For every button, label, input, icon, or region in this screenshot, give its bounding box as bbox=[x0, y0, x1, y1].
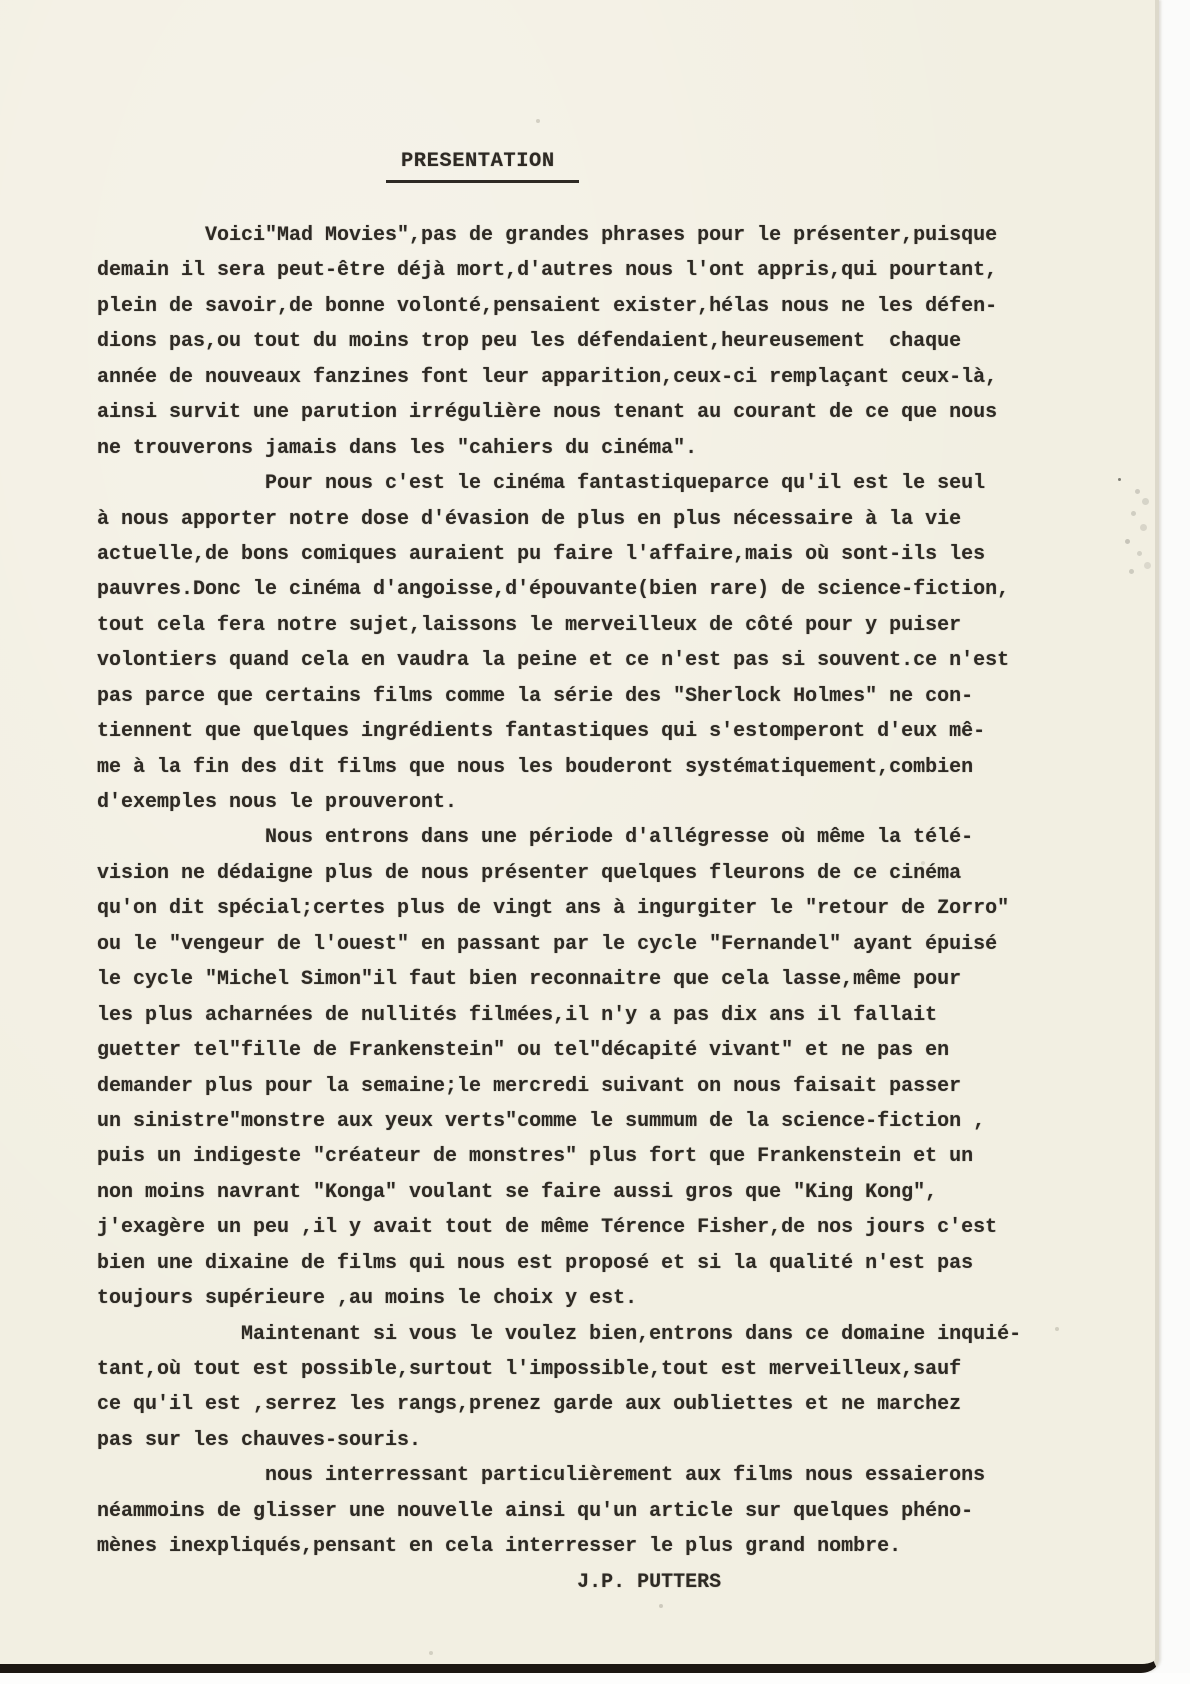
ink-smudge bbox=[1118, 478, 1121, 481]
paragraph-1-line: plein de savoir,de bonne volonté,pensaient exister,hélas nous ne les défen- bbox=[97, 294, 998, 318]
title-block bbox=[386, 150, 579, 183]
paragraph-3-line: guetter tel"fille de Frankenstein" ou tel"décapité vivant" et ne pas en bbox=[97, 1039, 950, 1063]
paragraph-5-line: mènes inexpliqués,pensant en cela interresser le plus grand nombre. bbox=[97, 1535, 902, 1559]
paragraph-3-line: puis un indigeste "créateur de monstres" plus fort que Frankenstein et un bbox=[97, 1145, 974, 1169]
paragraph-3-line: bien une dixaine de films qui nous est proposé et si la qualité n'est pas bbox=[97, 1251, 974, 1275]
page-bottom-edge bbox=[0, 1673, 1190, 1684]
paragraph-3-line: un sinistre"monstre aux yeux verts"comme le summum de la science-fiction , bbox=[97, 1109, 986, 1133]
paragraph-1-line: année de nouveaux fanzines font leur apparition,ceux-ci remplaçant ceux-là, bbox=[97, 365, 998, 389]
paragraph-4-line: tant,où tout est possible,surtout l'impossible,tout est merveilleux,sauf bbox=[97, 1358, 962, 1381]
paragraph-2-line: à nous apporter notre dose d'évasion de plus en plus nécessaire à la vie bbox=[97, 507, 962, 531]
paragraph-3-line: non moins navrant "Konga" voulant se faire aussi gros que "King Kong", bbox=[97, 1180, 938, 1204]
paragraph-1-line: ainsi survit une parution irrégulière nous tenant au courant de ce que nous bbox=[97, 401, 998, 425]
paragraph-1-line: demain il sera peut-être déjà mort,d'autres nous l'ont appris,qui pourtant, bbox=[97, 259, 998, 283]
paragraph-2-line: Pour nous c'est le cinéma fantastiqueparce qu'il est le seul bbox=[265, 472, 986, 496]
paragraph-5-line: nous interressant particulièrement aux films nous essaierons bbox=[265, 1464, 986, 1488]
paragraph-2-line: tiennent que quelques ingrédients fantastiques qui s'estomperont d'eux mê- bbox=[97, 720, 986, 744]
paragraph-2-line: me à la fin des dit films que nous les bouderont systématiquement,combien bbox=[97, 755, 974, 779]
paragraph-3-line: les plus acharnées de nullités filmées,il n'y a pas dix ans il fallait bbox=[97, 1003, 938, 1027]
paragraph-3-line: qu'on dit spécial;certes plus de vingt ans à ingurgiter le "retour de Zorro" bbox=[97, 897, 1010, 921]
paragraph-5-line: néammoins de glisser une nouvelle ainsi qu'un article sur quelques phéno- bbox=[97, 1499, 974, 1523]
paragraph-1-line: ne trouverons jamais dans les "cahiers du cinéma". bbox=[97, 436, 698, 460]
paragraph-3-line: toujours supérieure ,au moins le choix y est. bbox=[97, 1287, 638, 1311]
paragraph-4-line: pas sur les chauves-souris. bbox=[97, 1428, 422, 1452]
paragraph-2-line: pas parce que certains films comme la série des "Sherlock Holmes" ne con- bbox=[97, 684, 974, 708]
paragraph-2-line: volontiers quand cela en vaudra la peine et ce n'est pas si souvent.ce n'est bbox=[97, 649, 1010, 673]
paragraph-2-line: pauvres.Donc le cinéma d'angoisse,d'épouvante(bien rare) de science-fiction, bbox=[97, 578, 1010, 602]
paragraph-4-line: ce qu'il est ,serrez les rangs,prenez garde aux oubliettes et ne marchez bbox=[97, 1393, 962, 1417]
paragraph-2-line: d'exemples nous le prouveront. bbox=[97, 791, 458, 814]
paragraph-3-line: ou le "vengeur de l'ouest" en passant par le cycle "Fernandel" ayant épuisé bbox=[97, 932, 998, 956]
signature: J.P. PUTTERS bbox=[577, 1570, 722, 1594]
paragraph-4-line: Maintenant si vous le voulez bien,entrons dans ce domaine inquié- bbox=[241, 1322, 1022, 1346]
paragraph-1-line: dions pas,ou tout du moins trop peu les défendaient,heureusement chaque bbox=[97, 330, 962, 354]
paragraph-2-line: tout cela fera notre sujet,laissons le merveilleux de côté pour y puiser bbox=[97, 613, 962, 637]
paragraph-3-line: le cycle "Michel Simon"il faut bien reconnaitre que cela lasse,même pour bbox=[97, 968, 962, 992]
dust-specks bbox=[0, 0, 2, 2]
paragraph-2-line: actuelle,de bons comiques auraient pu faire l'affaire,mais où sont-ils les bbox=[97, 542, 986, 566]
paragraph-3-line: Nous entrons dans une période d'allégresse où même la télé- bbox=[265, 826, 974, 850]
paragraph-3-line: j'exagère un peu ,il y avait tout de même Térence Fisher,de nos jours c'est bbox=[97, 1216, 998, 1240]
page-title: PRESENTATION bbox=[386, 150, 579, 183]
paragraph-3-line: vision ne dédaigne plus de nous présenter quelques fleurons de ce cinéma bbox=[97, 861, 962, 885]
paragraph-3-line: demander plus pour la semaine;le mercredi suivant on nous faisait passer bbox=[97, 1074, 962, 1098]
paragraph-1-line: Voici"Mad Movies",pas de grandes phrases pour le présenter,puisque bbox=[205, 224, 998, 247]
text-body bbox=[97, 218, 1037, 1600]
